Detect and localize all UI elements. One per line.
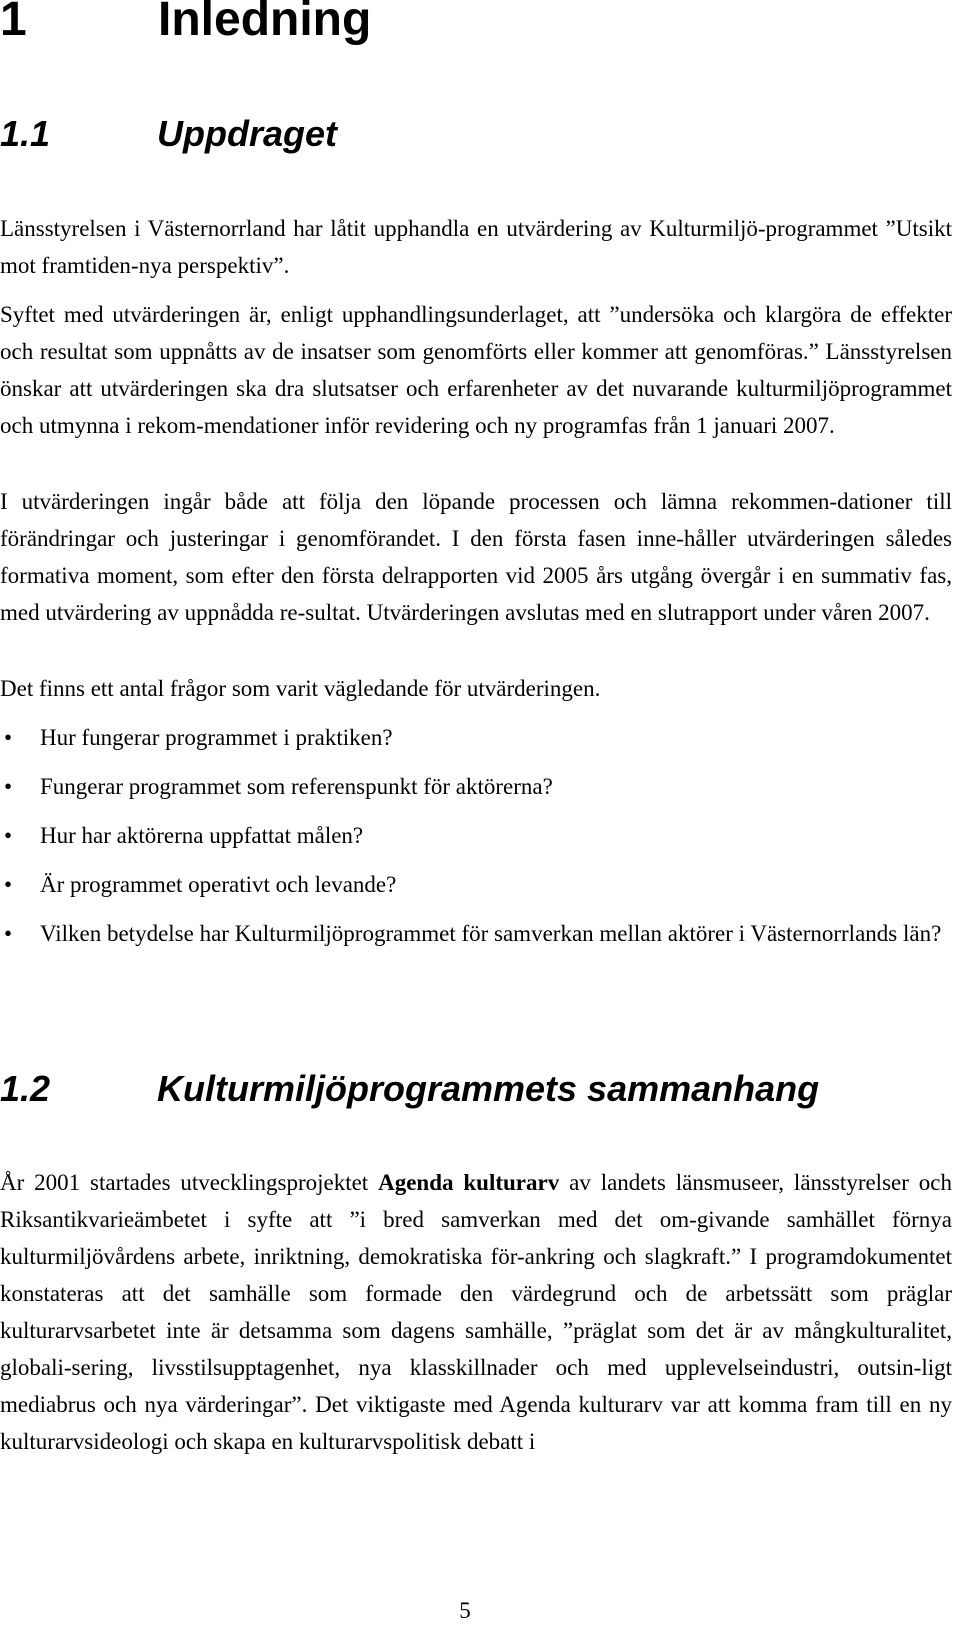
paragraph-intro: Länsstyrelsen i Västernorrland har låtit upphandla en utvärdering av Kulturmiljö-programmet ”Utsikt mot framtiden-nya perspektiv”.: [0, 216, 952, 278]
agenda-kulturarv-emphasis: Agenda kulturarv: [378, 1170, 560, 1195]
paragraph-purpose: Syftet med utvärderingen är, enligt upphandlingsunderlaget, att ”undersöka och klargöra de effekter och resultat som uppnåtts av de insatser som genomförts eller kommer att genomföras.” Länsstyrelsen önskar att utvärderingen ska dra slutsatser och erfarenheter av det nuvarande kulturmiljöprogrammet och utmynna i rekom-mendationer inför revidering och ny programfas från 1 januari 2007.: [0, 302, 952, 438]
list-item: • Är programmet operativt och levande?: [0, 868, 952, 902]
question-list: [0, 721, 952, 966]
bullet-icon: •: [4, 774, 13, 799]
section-heading-uppdraget: [0, 112, 337, 156]
section-heading-sammanhang: [0, 1067, 819, 1111]
paragraph-questions-intro: Det finns ett antal frågor som varit vägledande för utvärderingen.: [0, 676, 601, 701]
page-number: 5: [459, 1598, 471, 1623]
section-title: Uppdraget: [157, 113, 337, 154]
chapter-number: 1: [0, 0, 27, 46]
section-number: 1.2: [0, 1068, 51, 1109]
bullet-icon: •: [4, 921, 13, 946]
bullet-icon: •: [4, 872, 13, 897]
bullet-icon: •: [4, 725, 13, 750]
list-item: • Hur har aktörerna uppfattat målen?: [0, 819, 952, 853]
chapter-heading: [0, 0, 371, 48]
section-title: Kulturmiljöprogrammets sammanhang: [157, 1068, 820, 1109]
list-item: • Fungerar programmet som referenspunkt för aktörerna?: [0, 770, 952, 804]
section-number: 1.1: [0, 113, 51, 154]
list-item: • Vilken betydelse har Kulturmiljöprogrammet för samverkan mellan aktörer i Västernorrlands län?: [0, 917, 952, 951]
bullet-icon: •: [4, 823, 13, 848]
chapter-title: Inledning: [158, 0, 372, 46]
list-item: • Hur fungerar programmet i praktiken?: [0, 721, 952, 755]
paragraph-process: I utvärderingen ingår både att följa den löpande processen och lämna rekommen-dationer till förändringar och justeringar i genomförandet. I den första fasen inne-håller utvärderingen således formativa moment, som efter den första delrapporten vid 2005 års utgång övergår i en summativ fas, med utvärdering av uppnådda re-sultat. Utvärderingen avslutas med en slutrapport under våren 2007.: [0, 489, 952, 625]
paragraph-agenda-kulturarv: År 2001 startades utvecklingsprojektet Agenda kulturarv av landets länsmuseer, länsstyrelser och Riksantikvarieämbetet i syfte att ”i bred samverkan med det om-givande samhället förnya kulturmiljövårdens arbete, inriktning, demokratiska för-ankring och slagkraft.” I programdokumentet konstateras att det samhälle som formade den värdegrund och de arbetssätt som präglar kulturarvsarbetet inte är detsamma som dagens samhälle, ”präglat som det är av mångkulturalitet, globali-sering, livsstilsupptagenhet, nya klasskillnader och med upplevelseindustri, outsin-ligt mediabrus och nya värderingar”. Det viktigaste med Agenda kulturarv var att komma fram till en ny kulturarvsideologi och skapa en kulturarvspolitisk debatt i: [0, 1170, 952, 1454]
